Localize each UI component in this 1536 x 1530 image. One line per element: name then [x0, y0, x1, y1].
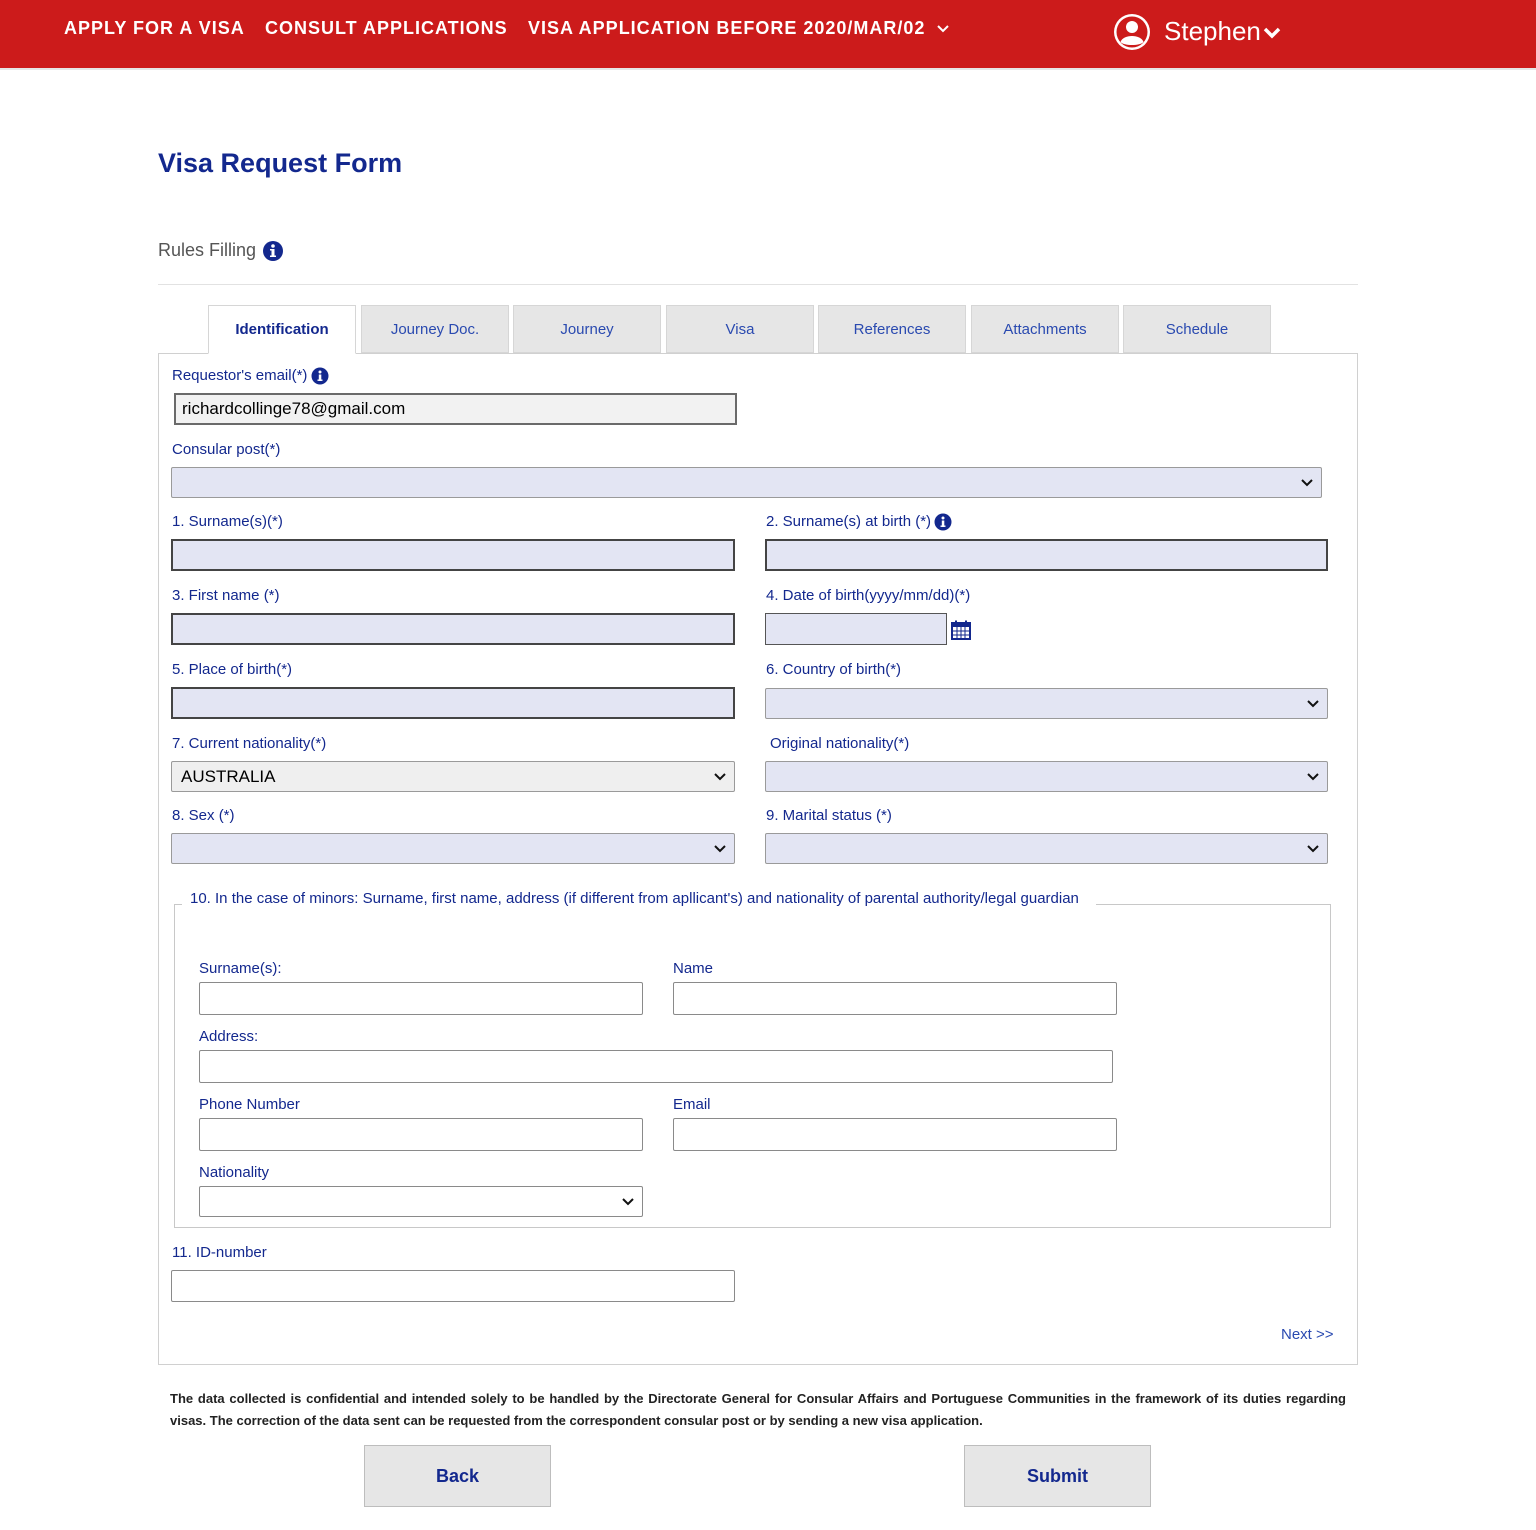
guardian-name-input[interactable]: [673, 982, 1117, 1015]
country-of-birth-label: 6. Country of birth(*): [766, 661, 902, 678]
sex-select[interactable]: [171, 833, 735, 864]
top-navigation-bar: [0, 0, 1536, 70]
guardian-address-input[interactable]: [199, 1050, 1113, 1083]
chevron-down-icon: [1307, 844, 1319, 853]
tab-schedule[interactable]: Schedule: [1123, 305, 1271, 353]
current-nationality-select[interactable]: [171, 761, 735, 792]
tab-visa[interactable]: Visa: [666, 305, 814, 353]
tab-journey[interactable]: Journey: [513, 305, 661, 353]
surname-at-birth-label: 2. Surname(s) at birth (*): [766, 513, 932, 530]
submit-button[interactable]: Submit: [964, 1445, 1151, 1507]
country-of-birth-select[interactable]: [765, 688, 1328, 719]
tab-attachments[interactable]: Attachments: [971, 305, 1119, 353]
guardian-address-label: Address:: [199, 1028, 259, 1045]
info-icon[interactable]: [311, 367, 329, 385]
guardian-email-input[interactable]: [673, 1118, 1117, 1151]
current-nationality-label: 7. Current nationality(*): [172, 735, 327, 752]
marital-status-select[interactable]: [765, 833, 1328, 864]
requestor-email-value: richardcollinge78@gmail.com: [182, 399, 406, 418]
first-name-label: 3. First name (*): [172, 587, 280, 604]
info-icon[interactable]: [934, 513, 952, 531]
privacy-note: The data collected is confidential and intended solely to be handled by the Directorate General for Consular Affairs and Portuguese Communities in the framework of its duties regarding visas. The correction of the data sent can be requested from the correspondent consular post or by sending a new visa application.: [170, 1391, 1346, 1428]
guardian-legend: 10. In the case of minors: Surname, first name, address (if different from apllicant's) and nationality of parental authority/legal guardian: [182, 888, 1096, 910]
next-link[interactable]: Next >>: [1281, 1326, 1334, 1343]
chevron-down-icon: [1262, 25, 1282, 41]
chevron-down-icon[interactable]: [936, 18, 950, 38]
chevron-down-icon: [1307, 699, 1319, 708]
divider: [158, 284, 1358, 285]
guardian-email-label: Email: [673, 1096, 711, 1113]
requestor-email-field[interactable]: [174, 393, 737, 425]
current-nationality-value: AUSTRALIA: [181, 767, 276, 786]
surname-input[interactable]: [171, 539, 735, 571]
guardian-surname-input[interactable]: [199, 982, 643, 1015]
chevron-down-icon: [1307, 772, 1319, 781]
surname-at-birth-input[interactable]: [765, 539, 1328, 571]
guardian-nationality-select[interactable]: [199, 1186, 643, 1217]
place-of-birth-label: 5. Place of birth(*): [172, 661, 293, 678]
tab-references[interactable]: References: [818, 305, 966, 353]
tab-journey-doc[interactable]: Journey Doc.: [361, 305, 509, 353]
first-name-input[interactable]: [171, 613, 735, 645]
requestor-email-label: Requestor's email(*): [172, 367, 308, 384]
id-number-label: 11. ID-number: [172, 1244, 267, 1261]
marital-status-label: 9. Marital status (*): [766, 807, 892, 824]
surname-label: 1. Surname(s)(*): [172, 513, 283, 530]
guardian-phone-label: Phone Number: [199, 1096, 300, 1113]
info-icon[interactable]: [262, 240, 284, 262]
calendar-icon[interactable]: [951, 620, 971, 640]
back-button[interactable]: Back: [364, 1445, 551, 1507]
rules-filling-label: Rules Filling: [158, 240, 257, 260]
nav-consult-applications[interactable]: CONSULT APPLICATIONS: [265, 18, 508, 38]
date-of-birth-input[interactable]: [765, 613, 947, 645]
id-number-input[interactable]: [171, 1270, 735, 1302]
consular-post-select[interactable]: [171, 467, 1322, 498]
chevron-down-icon: [714, 772, 726, 781]
nav-apply-visa[interactable]: APPLY FOR A VISA: [64, 18, 245, 38]
user-avatar-icon: [1112, 12, 1152, 52]
original-nationality-select[interactable]: [765, 761, 1328, 792]
date-of-birth-label: 4. Date of birth(yyyy/mm/dd)(*): [766, 587, 971, 604]
consular-post-label: Consular post(*): [172, 441, 281, 458]
user-name: Stephen: [1164, 16, 1261, 46]
nav-visa-before-date[interactable]: VISA APPLICATION BEFORE 2020/MAR/02: [528, 18, 926, 38]
sex-label: 8. Sex (*): [172, 807, 235, 824]
chevron-down-icon: [714, 844, 726, 853]
place-of-birth-input[interactable]: [171, 687, 735, 719]
original-nationality-label: Original nationality(*): [770, 735, 910, 752]
chevron-down-icon: [622, 1197, 634, 1206]
chevron-down-icon: [1301, 478, 1313, 487]
guardian-surname-label: Surname(s):: [199, 960, 282, 977]
tab-identification[interactable]: Identification: [208, 305, 356, 354]
guardian-nationality-label: Nationality: [199, 1164, 270, 1181]
page-title: Visa Request Form: [158, 148, 403, 178]
guardian-name-label: Name: [673, 960, 714, 977]
guardian-phone-input[interactable]: [199, 1118, 643, 1151]
